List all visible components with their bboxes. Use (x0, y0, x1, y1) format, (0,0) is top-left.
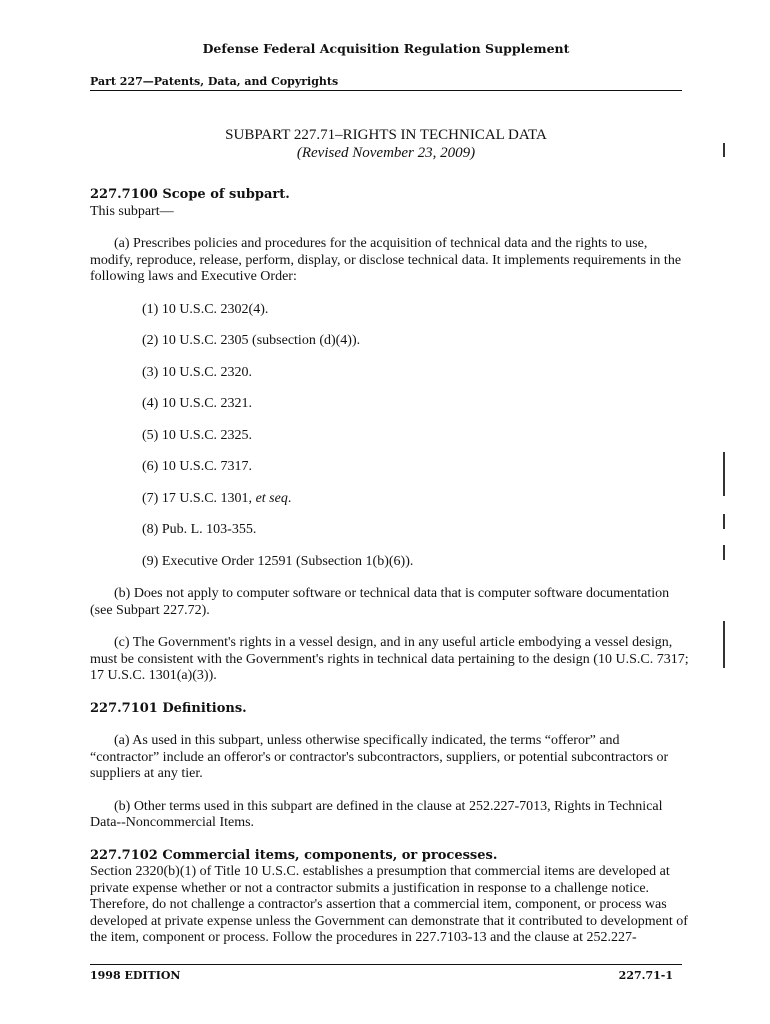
et-seq-italic: et seq (255, 490, 288, 506)
law-list-item: (6) 10 U.S.C. 7317. (142, 459, 253, 474)
change-bar (723, 621, 725, 668)
change-bar (723, 514, 725, 529)
section-heading-7100: 227.7100 Scope of subpart. (90, 187, 290, 202)
section-intro: This subpart— (90, 203, 174, 219)
subpart-heading (90, 126, 682, 162)
footer-page-number: 227.71-1 (618, 969, 673, 982)
running-header-title: Defense Federal Acquisition Regulation Supplement (202, 41, 570, 56)
footer-edition: 1998 EDITION (90, 969, 181, 982)
section-heading-7101: 227.7101 Definitions. (90, 700, 247, 716)
law-list-item: (5) 10 U.S.C. 2325. (142, 427, 253, 443)
paragraph-7100-b: (b) Does not apply to computer software or technical data that is computer software documentation (see Subpart 227.72). (90, 586, 670, 618)
paragraph-7101-a: (a) As used in this subpart, unless otherwise specifically indicated, the terms “offeror” and “contractor” include an offeror's or contractor's subcontractors, suppliers, or potential subcontractors or suppliers at any tier. (90, 733, 669, 781)
revision-date: (Revised November 23, 2009) (296, 145, 476, 161)
paragraph-7100-c: (c) The Government's rights in a vessel design, and in any useful article embodying a vessel design, must be consistent with the Government's rights in technical data pertaining to the design (10 U.S.C. 7317; 17 U.S.C. 1301(a)(3)). (90, 635, 689, 683)
paragraph-7100-a: (a) Prescribes policies and procedures for the acquisition of technical data and the rights to use, modify, reproduce, release, perform, display, or disclose technical data. It implements requirements in the following laws and Executive Order: (90, 236, 682, 284)
document-body (90, 187, 690, 947)
law-list-item: (8) Pub. L. 103-355. (142, 522, 257, 537)
paragraph-7102: Section 2320(b)(1) of Title 10 U.S.C. establishes a presumption that commercial items are developed at private expense whether or not a contractor submits a justification in response to a challenge notice. Therefore, do not challenge a contractor's assertion that a commercial item, component, or process was developed at private expense unless the Government can demonstrate that it contributed to development of the item, component or process. Follow the procedures in 227.7103-13 and the clause at 252.227- (90, 864, 688, 945)
law-list-item (90, 491, 690, 508)
paragraph-7101-b: (b) Other terms used in this subpart are defined in the clause at 252.227-7013, Rights in Technical Data--Noncommercial Items. (90, 798, 663, 830)
header-divider (90, 90, 682, 91)
change-bar (723, 143, 725, 157)
law-list-item: (2) 10 U.S.C. 2305 (subsection (d)(4)). (142, 333, 361, 348)
law-list-item: (9) Executive Order 12591 (Subsection 1(b)(6)). (142, 553, 414, 569)
change-bar (723, 452, 725, 496)
law-list-item: (4) 10 U.S.C. 2321. (142, 396, 253, 411)
law-list-item: (3) 10 U.S.C. 2320. (142, 364, 253, 380)
section-heading-7102: 227.7102 Commercial items, components, or processes. (90, 847, 498, 863)
law-list-item-end: . (287, 490, 292, 506)
footer-divider (90, 964, 682, 965)
running-header-part: Part 227—Patents, Data, and Copyrights (90, 75, 339, 88)
law-list-item-text: (7) 17 U.S.C. 1301, (142, 490, 253, 506)
subpart-title: SUBPART 227.71–RIGHTS IN TECHNICAL DATA (225, 127, 547, 143)
law-list-item: (1) 10 U.S.C. 2302(4). (142, 301, 269, 317)
change-bar (723, 545, 725, 560)
